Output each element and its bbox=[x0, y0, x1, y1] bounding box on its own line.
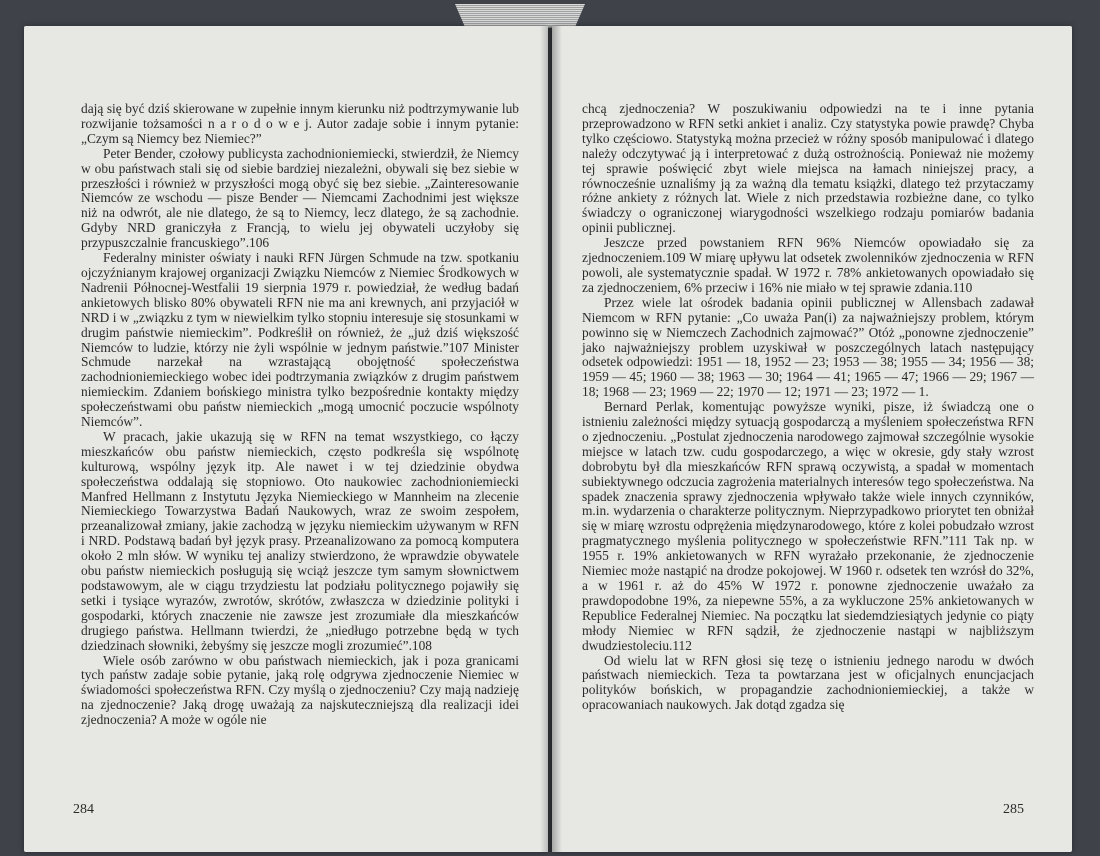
paragraph: Federalny minister oświaty i nauki RFN Jürgen Schmude na tzw. spotkaniu ojczyźnianym krajowej organizacji Związku Niemców z Niemiec Środkowych w Nadrenii Północnej-Westfalii 19 sierpnia 1979 r. powiedział, że według badań ankietowych blisko 80% obywateli RFN nie ma ani krewnych, ani przyjaciół w NRD i w „związku z tym w niewielkim tylko stopniu interesuje się stosunkami w drugim państwie niemieckim”. Podkreślił on również, że „już dziś większość Niemców to ludzie, którzy nie żyli wspólnie w jednym państwie.”107 Minister Schmude narzekał na wzrastającą obojętność społeczeństwa zachodnioniemieckiego wobec idei podtrzymania związków z drugim państwem niemieckim. Zdaniem bońskiego ministra tylko bezpośrednie kontakty między społeczeństwami obu państw niemieckich „mogą umocnić poczucie wspólnoty Niemców”. bbox=[81, 250, 519, 430]
paragraph: Od wielu lat w RFN głosi się tezę o istnieniu jednego narodu w dwóch państwach niemieckich. Teza ta powtarzana jest w oficjalnych enuncjacjach polityków bońskich, w propagandzie zachodnioniemieckiej, a także w opracowaniach naukowych. Jak dotąd zgadza się bbox=[582, 652, 1034, 713]
paragraph: chcą zjednoczenia? W poszukiwaniu odpowiedzi na te i inne pytania przeprowadzono w RFN setki ankiet i analiz. Czy statystyka powie prawdę? Chyba tylko częściowo. Statystyką można przecież w różny sposób manipulować i dlatego należy odczytywać ją i interpretować z dużą ostrożnością. Ponieważ nie możemy tej sprawie poświęcić zbyt wiele miejsca na łamach niniejszej pracy, a równocześnie uznaliśmy ją za ważną dla tematu książki, dlatego też przytaczamy różne ankiety z różnych lat. Wiele z nich przedstawia rozbieżne dane, co tylko świadczy o ograniczonej wiarygodności wszelkiego rodzaju pomiarów badania opinii publicznej. bbox=[582, 101, 1034, 236]
page-edges bbox=[455, 4, 585, 28]
paragraph: dają się być dziś skierowane w zupełnie innym kierunku niż podtrzymywanie lub rozwijanie tożsamości n a r o d o w e j. Autor zadaje sobie i innym pytanie: „Czym są Niemcy bez Niemiec?” bbox=[81, 101, 519, 146]
page-number: 285 bbox=[1003, 802, 1024, 817]
paragraph: Bernard Perlak, komentując powyższe wyniki, pisze, iż świadczą one o istnieniu zależności między sytuacją gospodarczą a myśleniem społeczeństwa RFN o zjednoczeniu. „Postulat zjednoczenia narodowego zajmował szczególnie wysokie miejsce w latach tzw. cudu gospodarczego, a więc w okresie, gdy stały wzrost dobrobytu był dla mieszkańców RFN sprawą oczywistą, a spadał w momentach subiektywnego odczucia zagrożenia materialnych interesów tego społeczeństwa. Na spadek znaczenia sprawy zjednoczenia wpływało także wiele innych czynników, m.in. wydarzenia o charakterze politycznym. Nieprzypadkowo priorytet ten obniżał się w miarę wzrostu odprężenia międzynarodowego, które z kolei pobudzało wzrost pragmatycznego myślenia politycznego w społeczeństwie RFN.”111 Tak np. w 1955 r. 19% ankietowanych w RFN wyrażało przekonanie, że zjednoczenie Niemiec może nastąpić na drodze pokojowej. W 1960 r. odsetek ten wzrósł do 32%, a w 1961 r. aż do 45% W 1972 r. ponowne zjednoczenie uważało za prawdopodobne 19%, za niepewne 55%, a za wykluczone 25% ankietowanych w Republice Federalnej Niemiec. Na początku lat siedemdziesiątych jedynie co piąty młody Niemiec w RFN sądził, że zjednoczenie nastąpi w najbliższym dwudziestoleciu.112 bbox=[582, 399, 1034, 653]
page-number: 284 bbox=[73, 802, 94, 817]
left-page-text bbox=[81, 102, 519, 728]
paragraph: Wiele osób zarówno w obu państwach niemieckich, jak i poza granicami tych państw zadaje sobie pytanie, jaką rolę odgrywa zjednoczenie Niemiec w świadomości społeczeństwa RFN. Czy myślą o zjednoczeniu? Czy mają nadzieję na zjednoczenie? Jaką drogę uważają za najskuteczniejszą dla realizacji idei zjednoczenia? A może w ogóle nie bbox=[81, 652, 519, 728]
right-page bbox=[552, 26, 1072, 852]
paragraph: Jeszcze przed powstaniem RFN 96% Niemców opowiadało się za zjednoczeniem.109 W miarę upływu lat odsetek zwolenników zjednoczenia w RFN powoli, ale systematycznie spadał. W 1972 r. 78% ankietowanych opowiadało się za zjednoczeniem, 6% przeciw i 16% nie miało w tej sprawie zdania.110 bbox=[582, 235, 1034, 295]
right-page-text bbox=[582, 102, 1034, 713]
book-gutter bbox=[540, 26, 562, 852]
left-page bbox=[24, 26, 548, 852]
paragraph: Peter Bender, czołowy publicysta zachodnioniemiecki, stwierdził, że Niemcy w obu państwach stali się od siebie bardziej niezależni, obywali się bez siebie w przeszłości i również w przyszłości mogą obyć się bez siebie. „Zainteresowanie Niemców ze wschodu — pisze Bender — Niemcami Zachodnimi jest większe niż na odwrót, ale nie dlatego, że są to Niemcy, lecz dlatego, że są zachodnie. Gdyby NRD graniczyła z Francją, to wielu jej obywateli uczyłoby się przypuszczalnie francuskiego”.106 bbox=[81, 145, 519, 251]
paragraph: Przez wiele lat ośrodek badania opinii publicznej w Allensbach zadawał Niemcom w RFN pytanie: „Co uważa Pan(i) za najważniejszy problem, którym powinno się w Niemczech Zachodnich zajmować?” Otóż „ponowne zjednoczenie” jako najważniejszy problem uzyskiwał w poszczególnych latach następujący odsetek odpowiedzi: 1951 — 18, 1952 — 23; 1953 — 38; 1955 — 34; 1956 — 38; 1959 — 45; 1960 — 38; 1963 — 30; 1964 — 41; 1965 — 47; 1966 — 29; 1967 — 18; 1968 — 23; 1969 — 22; 1970 — 12; 1971 — 23; 1972 — 1. bbox=[582, 294, 1034, 400]
paragraph: W pracach, jakie ukazują się w RFN na temat wszystkiego, co łączy mieszkańców obu państw niemieckich, często podkreśla się wspólnotę kulturową, wspólny język itp. Ale nawet i w tej dziedzinie obydwa społeczeństwa oddalają się stopniowo. Oto naukowiec zachodnioniemiecki Manfred Hellmann z Instytutu Języka Niemieckiego w Mannheim na zlecenie Niemieckiego Towarzystwa Badań Naukowych, wraz ze swoim zespołem, przeanalizował zmiany, jakie zachodzą w języku niemieckim używanym w RFN i NRD. Podstawą badań był język prasy. Przeanalizowano za pomocą komputera około 2 mln słów. W wyniku tej analizy stwierdzono, że wprawdzie obywatele obu państw niemieckich posługują się wciąż jeszcze tym samym słownictwem podstawowym, ale w ciągu trzydziestu lat podziału politycznego pojawiły się setki i tysiące wyrazów, zwrotów, skrótów, zwłaszcza w dziedzinie polityki i gospodarki, których znaczenie nie zawsze jest zrozumiałe dla mieszkańców drugiego państwa. Hellmann twierdzi, że „niedługo potrzebne będą w tych dziedzinach słowniki, żebyśmy się jeszcze mogli zrozumieć”.108 bbox=[81, 428, 519, 653]
